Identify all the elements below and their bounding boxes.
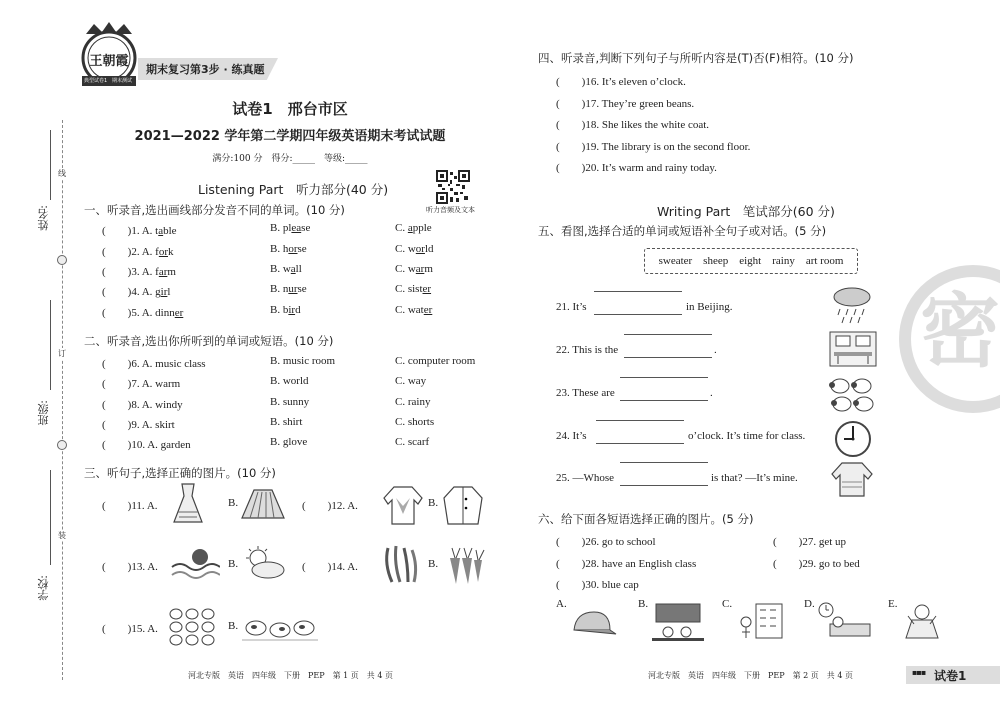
writing-heading: Writing Part 笔试部分(60 分) — [657, 204, 835, 219]
english-class-picture — [650, 602, 706, 642]
logo-text: 王朝霞 — [89, 54, 129, 69]
sunny-cloud-picture — [240, 546, 286, 580]
fill-sentence: 25. —Whose — [556, 472, 615, 484]
sweater-picture — [830, 460, 874, 498]
list-item: ( )26. go to school — [556, 536, 656, 548]
list-item: ( )7. A. warm — [102, 378, 181, 390]
list-item: ( )11. A. — [102, 500, 158, 512]
section-3-title: 三、听句子,选择正确的图片。(10 分) — [84, 466, 276, 480]
fill-sentence: 24. It’s — [556, 430, 587, 442]
list-item: ( )13. A. — [102, 561, 158, 573]
footer-right: 河北专版 英语 四年级 下册 PEP 第 2 页 共 4 页 — [648, 671, 853, 680]
list-item: ( )28. have an English class — [556, 558, 697, 570]
listening-heading: Listening Part 听力部分(40 分) — [198, 182, 389, 197]
clock-picture — [834, 420, 872, 458]
brand-logo: 王朝霞 典型试卷1 期末测试 — [78, 20, 140, 90]
paper-subtitle: 2021—2022 学年第二学期四年级英语期末考试试题 — [134, 129, 446, 144]
seal-dot — [57, 440, 67, 450]
go-to-bed-picture — [816, 600, 874, 642]
school-label: 学校: — [37, 575, 50, 601]
cap-picture — [568, 608, 618, 640]
watermark-seal — [898, 264, 1000, 414]
sheep-picture — [828, 374, 878, 414]
list-item: ( )20. It’s warm and rainy today. — [556, 162, 717, 174]
header-tagline: 期末复习第3步 · 练真题 — [146, 63, 265, 76]
fill-sentence: 21. It’s — [556, 301, 587, 313]
list-item: ( )15. A. — [102, 623, 158, 635]
carrots-picture — [442, 546, 486, 586]
cows-picture — [242, 612, 318, 642]
qr-code[interactable] — [436, 170, 470, 204]
footer-dots: ▪▪▪ — [912, 668, 926, 677]
art-room-picture — [828, 330, 878, 368]
list-item: ( )19. The library is on the second floor. — [556, 141, 751, 153]
list-item: ( )3. A. farm — [102, 266, 176, 278]
section-1-title: 一、听录音,选出画线部分发音不同的单词。(10 分) — [84, 203, 345, 217]
list-item: ( )2. A. fork — [102, 246, 174, 258]
footer-tag: 试卷1 — [934, 669, 967, 683]
list-item: ( )16. It’s eleven o’clock. — [556, 76, 686, 88]
list-item: ( )30. blue cap — [556, 579, 639, 591]
school-picture — [736, 600, 786, 642]
seal-mark: 订 — [58, 349, 66, 358]
beans-picture — [378, 544, 424, 584]
watermark-char: 密 — [920, 285, 1000, 378]
list-item: ( )12. A. — [302, 500, 358, 512]
footer-left: 河北专版 英语 四年级 下册 PEP 第 1 页 共 4 页 — [188, 671, 393, 680]
paper-title: 试卷1 邢台市区 — [232, 100, 348, 118]
list-item: ( )10. A. garden — [102, 439, 191, 451]
list-item: ( )18. She likes the white coat. — [556, 119, 710, 131]
list-item: ( )8. A. windy — [102, 399, 183, 411]
list-item: ( )27. get up — [773, 536, 847, 548]
seal-dot — [57, 255, 67, 265]
binding-line — [62, 120, 63, 680]
section-4-title: 四、听录音,判断下列句子与所听内容是(T)否(F)相符。(10 分) — [538, 51, 854, 65]
seal-mark: 装 — [58, 531, 66, 540]
section-2-title: 二、听录音,选出你所听到的单词或短语。(10 分) — [84, 334, 334, 348]
section-6-title: 六、给下面各短语选择正确的图片。(5 分) — [538, 512, 754, 526]
list-item: ( )29. go to bed — [773, 558, 860, 570]
fill-sentence: 23. These are — [556, 387, 615, 399]
rainy-picture — [830, 285, 874, 325]
get-up-picture — [900, 600, 944, 642]
list-item: ( )5. A. dinner — [102, 307, 184, 319]
seal-mark: 线 — [58, 169, 66, 178]
word-bank: sweater sheep eight rainy art room — [644, 248, 858, 274]
qr-caption: 听力音频及文本 — [426, 206, 475, 214]
name-label: 姓名: — [37, 205, 50, 231]
list-item: ( )1. A. table — [102, 225, 177, 237]
chickens-picture — [168, 606, 220, 648]
skirt-picture — [240, 488, 286, 522]
class-label: 班级: — [37, 400, 50, 426]
list-item: ( )9. A. skirt — [102, 419, 175, 431]
coat-picture — [442, 484, 484, 526]
dress-picture — [170, 482, 206, 526]
list-item: ( )6. A. music class — [102, 358, 206, 370]
list-item: ( )17. They’re green beans. — [556, 98, 695, 110]
swimming-picture — [170, 545, 220, 581]
section-5-title: 五、看图,选择合适的单词或短语补全句子或对话。(5 分) — [538, 224, 827, 238]
list-item: ( )14. A. — [302, 561, 358, 573]
fill-sentence: 22. This is the — [556, 344, 619, 356]
list-item: ( )4. A. girl — [102, 286, 171, 298]
sweater-picture — [382, 484, 424, 526]
score-line: 满分:100 分 得分:_____ 等级:_____ — [212, 154, 368, 164]
